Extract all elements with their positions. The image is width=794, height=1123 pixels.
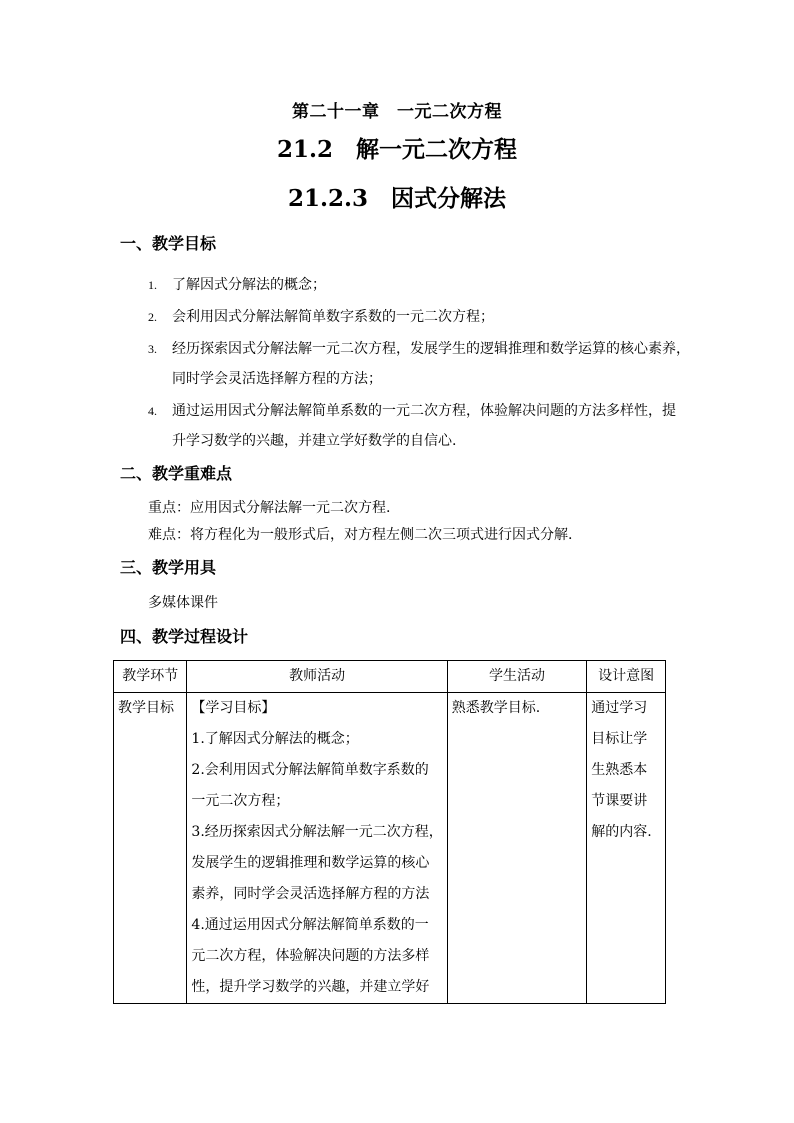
item-text: 了解因式分解法的概念； [172, 277, 326, 293]
intent-line: 解的内容. [591, 824, 652, 840]
chapter-title: 第二十一章 一元二次方程 [292, 102, 502, 122]
section-title: 21.2 解一元二次方程 [276, 136, 518, 163]
item-number: 3. [148, 342, 157, 356]
teacher-line: 【学习目标】 [191, 700, 276, 716]
cell-student-activity: 熟悉教学目标. [447, 693, 587, 1004]
teacher-line: 3.经历探索因式分解法解一元二次方程， [191, 824, 443, 840]
teacher-line: 元二次方程，体验解决问题的方法多样 [191, 948, 430, 964]
item-number: 1. [148, 278, 157, 292]
heading-teaching-tools: 三、教学用具 [120, 558, 217, 577]
item-text: 通过运用因式分解法解简单系数的一元二次方程，体验解决问题的方法多样性，提 [172, 403, 676, 419]
heading-objectives: 一、教学目标 [120, 234, 217, 253]
intent-line: 目标让学 [591, 731, 648, 747]
heading-key-points: 二、教学重难点 [120, 464, 233, 483]
header-design-intent: 设计意图 [587, 661, 666, 693]
cell-teacher-activity [187, 693, 447, 1004]
table-row [114, 693, 666, 1004]
objective-item-1 [148, 274, 326, 294]
objective-item-4-continued: 升学习数学的兴趣，并建立学好数学的自信心. [172, 433, 457, 449]
subsection-title: 21.2.3 因式分解法 [287, 185, 507, 212]
difficult-point: 难点：将方程化为一般形式后，对方程左侧二次三项式进行因式分解. [148, 527, 573, 543]
objective-item-3-continued: 同时学会灵活选择解方程的方法； [172, 371, 382, 387]
teacher-line: 4.通过运用因式分解法解简单系数的一 [191, 917, 429, 933]
cell-design-intent [587, 693, 666, 1004]
teaching-tools-text: 多媒体课件 [148, 595, 218, 611]
heading-process-design: 四、教学过程设计 [120, 627, 249, 646]
process-table [113, 660, 666, 1004]
header-teacher-activity: 教师活动 [187, 661, 447, 693]
item-text: 会利用因式分解法解简单数字系数的一元二次方程； [172, 309, 494, 325]
item-number: 2. [148, 310, 157, 324]
intent-line: 生熟悉本 [591, 762, 648, 778]
table-header-row [114, 661, 666, 693]
teacher-line: 发展学生的逻辑推理和数学运算的核心 [191, 855, 430, 871]
teacher-line: 2.会利用因式分解法解简单数字系数的 [191, 762, 429, 778]
teacher-line: 素养，同时学会灵活选择解方程的方法 [191, 886, 430, 902]
teacher-line: 性，提升学习数学的兴趣，并建立学好 [191, 979, 430, 995]
objective-item-3 [148, 338, 690, 358]
item-number: 4. [148, 404, 157, 418]
header-stage: 教学环节 [114, 661, 187, 693]
teacher-line: 1.了解因式分解法的概念； [191, 731, 359, 747]
item-text: 经历探索因式分解法解一元二次方程，发展学生的逻辑推理和数学运算的核心素养， [172, 341, 690, 357]
key-point: 重点：应用因式分解法解一元二次方程. [148, 500, 391, 516]
teacher-line: 一元二次方程； [191, 793, 290, 809]
objective-item-4 [148, 400, 676, 420]
objective-item-2 [148, 306, 494, 326]
cell-stage: 教学目标 [114, 693, 187, 1004]
intent-line: 通过学习 [591, 700, 648, 716]
header-student-activity: 学生活动 [447, 661, 587, 693]
intent-line: 节课要讲 [591, 793, 648, 809]
